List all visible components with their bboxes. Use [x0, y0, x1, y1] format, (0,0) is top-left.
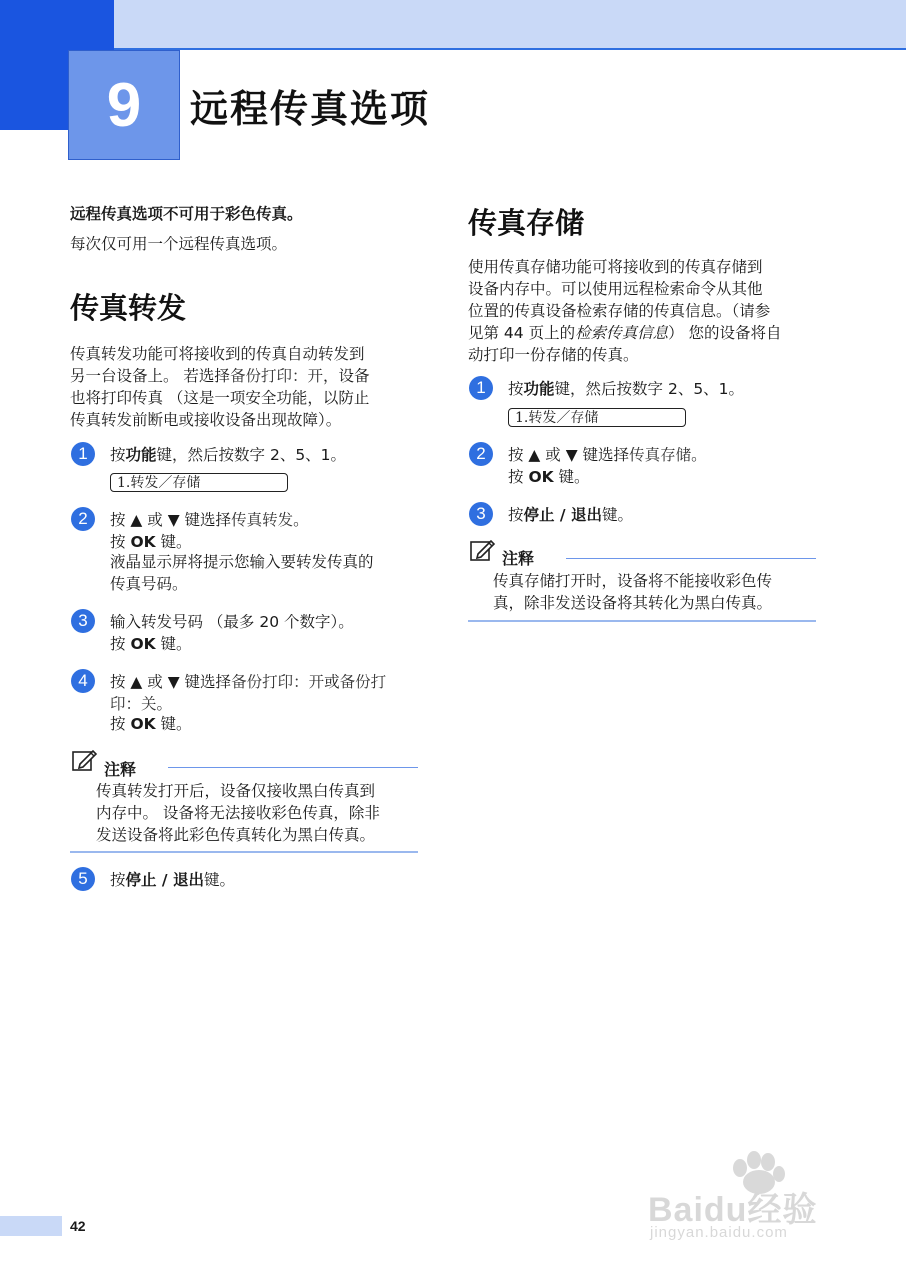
fax-storage-heading: 传真存储	[468, 206, 585, 240]
page-number: 42	[70, 1218, 86, 1234]
fax-forwarding-heading: 传真转发	[70, 291, 187, 325]
watermark-url: jingyan.baidu.com	[650, 1224, 788, 1241]
step-text	[110, 869, 235, 891]
key-name: OK	[130, 635, 156, 653]
text-run: 键。	[155, 635, 192, 653]
baidu-watermark	[648, 1150, 858, 1250]
note-pencil-icon	[470, 538, 496, 562]
fax-forwarding-para-line: 也将打印传真 （这是一项安全功能，以防止	[70, 389, 370, 407]
text-run: 按 ▲ 或 ▼ 键选择	[508, 446, 630, 464]
text-run: 按 ▲ 或 ▼ 键选择	[110, 673, 232, 691]
text-run: 。	[691, 446, 707, 464]
step-number-badge: 4	[71, 669, 95, 693]
lcd-display: 1.转发／存储	[508, 408, 686, 427]
text-run: 按	[508, 506, 524, 524]
text-run: 或	[324, 673, 340, 691]
fax-storage-para-line: 位置的传真设备检索存储的传真信息。（请参	[468, 302, 771, 320]
menu-option-text: 印：关	[110, 695, 157, 713]
lcd-display: 1.转发／存储	[110, 473, 288, 492]
text-run: 按	[508, 468, 529, 486]
step-text	[508, 378, 744, 400]
step-number-badge: 2	[71, 507, 95, 531]
step-number-badge: 5	[71, 867, 95, 891]
note-divider	[566, 558, 816, 559]
menu-option-text: 备份打印：开	[231, 673, 325, 691]
text-run: 。	[156, 695, 173, 713]
step-number-badge: 1	[71, 442, 95, 466]
step-text	[110, 693, 172, 715]
note-text: 传真转发打开后，设备仅接收黑白传真到	[96, 782, 376, 800]
text-run: 按 ▲ 或 ▼ 键选择	[110, 511, 232, 529]
fax-storage-para-line: 动打印一份存储的传真。	[468, 346, 639, 364]
step-number-badge: 3	[71, 609, 95, 633]
fax-forwarding-para-line: 传真转发前断电或接收设备出现故障）。	[70, 411, 342, 429]
step-number-badge: 2	[469, 442, 493, 466]
key-name: OK	[130, 715, 156, 733]
note-divider	[70, 851, 418, 853]
step-text	[508, 466, 590, 488]
key-name: 功能	[523, 380, 555, 398]
step-text	[110, 531, 192, 553]
watermark-brand: Baidu经验	[648, 1191, 818, 1229]
text-run: 键，然后按数字 2、5、1。	[156, 446, 347, 464]
step-text	[508, 504, 633, 526]
step-text	[110, 509, 309, 531]
step-number-badge: 3	[469, 502, 493, 526]
step-text	[110, 633, 192, 655]
fax-forwarding-para-line	[70, 365, 369, 387]
text-run: 键。	[553, 468, 590, 486]
menu-option-text: 传真转发	[231, 511, 294, 529]
footer-bar	[0, 1216, 62, 1236]
text-run: 按	[110, 446, 126, 464]
step-text: 传真号码。	[110, 575, 188, 593]
note-text: 发送设备将此彩色传真转化为黑白传真。	[96, 826, 376, 844]
key-name: 功能	[125, 446, 157, 464]
note-text: 真，除非发送设备将其转化为黑白传真。	[493, 594, 773, 612]
fax-forwarding-para-line: 传真转发功能可将接收到的传真自动转发到	[70, 345, 365, 363]
text-run: 键，然后按数字 2、5、1。	[554, 380, 745, 398]
step-text: 输入转发号码 （最多 20 个数字）。	[110, 613, 354, 631]
menu-option-text: 备份打印：开	[229, 367, 323, 385]
text-run: 。	[293, 511, 309, 529]
key-name: OK	[130, 533, 156, 551]
text-run: 见第 44 页上的	[468, 324, 576, 342]
text-run: ） 您的设备将自	[668, 324, 782, 342]
chapter-title: 远程传真选项	[190, 87, 431, 131]
intro-bold-line: 远程传真选项不可用于彩色传真。	[70, 205, 303, 223]
step-text: 液晶显示屏将提示您输入要转发传真的	[110, 553, 374, 571]
text-run: 按	[508, 380, 524, 398]
note-divider	[468, 620, 816, 622]
step-number-badge: 1	[469, 376, 493, 400]
step-text	[110, 713, 192, 735]
intro-line: 每次仅可用一个远程传真选项。	[70, 235, 288, 253]
text-run: 按	[110, 533, 131, 551]
step-text	[110, 444, 346, 466]
header-band	[0, 0, 906, 50]
note-title: 注释	[104, 760, 137, 779]
text-run: 按	[110, 635, 131, 653]
cross-reference-link: 检索传真信息	[575, 324, 669, 342]
key-name: 停止 / 退出	[523, 506, 602, 524]
menu-option-text: 备份打	[339, 673, 387, 691]
text-run: 另一台设备上。 若选择	[70, 367, 230, 385]
key-name: OK	[528, 468, 554, 486]
chapter-number-box	[68, 50, 180, 160]
note-pencil-icon	[72, 748, 98, 772]
note-divider	[168, 767, 418, 768]
menu-option-text: 传真存储	[629, 446, 692, 464]
text-run: 按	[110, 715, 131, 733]
chapter-number: 9	[106, 70, 142, 140]
step-text	[508, 444, 707, 466]
text-run: 键。	[155, 715, 192, 733]
text-run: 按	[110, 871, 126, 889]
text-run: 键。	[203, 871, 235, 889]
fax-storage-para-line	[468, 322, 782, 344]
text-run: 键。	[601, 506, 633, 524]
note-text: 传真存储打开时，设备将不能接收彩色传	[493, 572, 773, 590]
note-title: 注释	[502, 549, 535, 568]
text-run: 键。	[155, 533, 192, 551]
fax-storage-para-line: 使用传真存储功能可将接收到的传真存储到	[468, 258, 763, 276]
key-name: 停止 / 退出	[125, 871, 204, 889]
text-run: ，设备	[322, 367, 370, 385]
note-text: 内存中。 设备将无法接收彩色传真，除非	[96, 804, 380, 822]
fax-storage-para-line: 设备内存中。可以使用远程检索命令从其他	[468, 280, 763, 298]
step-text	[110, 671, 386, 693]
